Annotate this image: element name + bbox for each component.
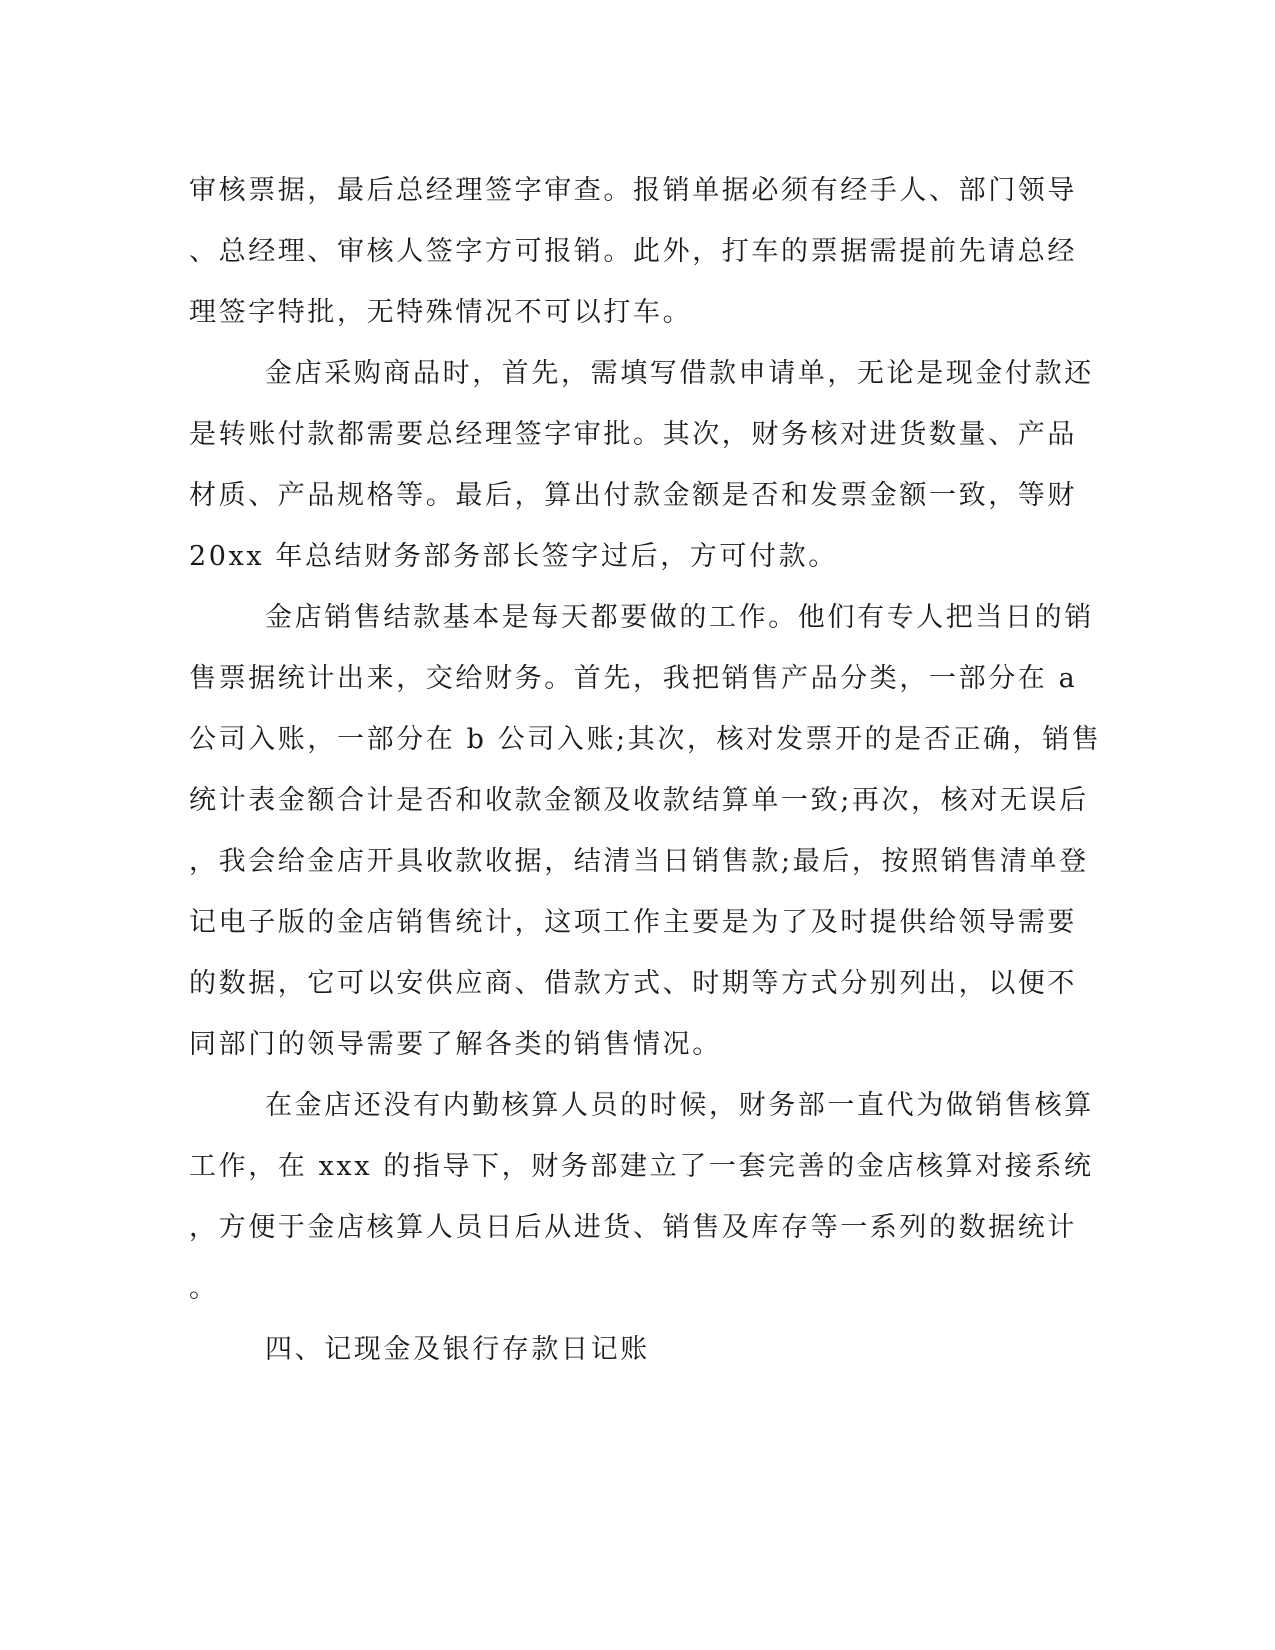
text-line: 同部门的领导需要了解各类的销售情况。 [189,1029,722,1060]
text-line: 金店销售结款基本是每天都要做的工作。他们有专人把当日的销 [265,602,1094,633]
text-line: 售票据统计出来，交给财务。首先，我把销售产品分类，一部分在 a [189,663,1078,694]
text-line: 审核票据，最后总经理签字审查。报销单据必须有经手人、部门领导 [189,175,1077,206]
text-line: 公司入账，一部分在 b 公司入账;其次，核对发票开的是否正确，销售 [189,724,1102,755]
paragraph-purchasing [189,343,1094,587]
text-line: ，我会给金店开具收款收据，结清当日销售款;最后，按照销售清单登 [189,846,1089,877]
text-line: 。 [189,1273,219,1304]
heading-text: 四、记现金及银行存款日记账 [265,1334,650,1365]
text-line: 记电子版的金店销售统计，这项工作主要是为了及时提供给领导需要 [189,907,1077,938]
text-line: 材质、产品规格等。最后，算出付款金额是否和发票金额一致，等财 [189,480,1077,511]
paragraph-reimbursement [189,160,1077,343]
text-line: 统计表金额合计是否和收款金额及收款结算单一致;再次，核对无误后 [189,785,1089,816]
text-line: ，方便于金店核算人员日后从进货、销售及库存等一系列的数据统计 [189,1212,1077,1243]
text-line: 工作，在 xxx 的指导下，财务部建立了一套完善的金店核算对接系统 [189,1151,1094,1182]
text-line: 的数据，它可以安供应商、借款方式、时期等方式分别列出，以便不 [189,968,1077,999]
paragraph-accounting-system [189,1075,1094,1319]
text-line: 金店采购商品时，首先，需填写借款申请单，无论是现金付款还 [265,358,1094,389]
text-line: 理签字特批，无特殊情况不可以打车。 [189,297,693,328]
paragraph-sales-settlement [189,587,1102,1075]
text-line: 在金店还没有内勤核算人员的时候，财务部一直代为做销售核算 [265,1090,1094,1121]
document-body [189,160,1102,1380]
text-line: 20xx 年总结财务部务部长签字过后，方可付款。 [189,541,838,572]
text-line: 、总经理、审核人签字方可报销。此外，打车的票据需提前先请总经 [189,236,1077,267]
text-line: 是转账付款都需要总经理签字审批。其次，财务核对进货数量、产品 [189,419,1077,450]
section-heading [189,1319,1069,1380]
